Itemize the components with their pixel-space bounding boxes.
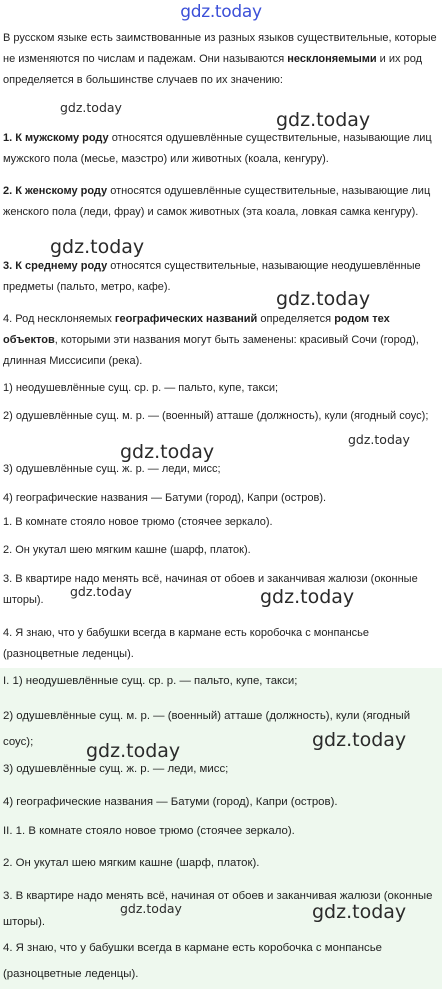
watermark: gdz.today <box>60 100 122 115</box>
example-line: 4) географические названия — Батуми (город), Капри (остров). <box>3 492 327 504</box>
rule-neuter-bold: 3. К среднему роду <box>3 260 108 272</box>
watermark: gdz.today <box>312 901 407 923</box>
watermark: gdz.today <box>312 729 407 751</box>
site-logo[interactable]: gdz.today <box>180 2 262 22</box>
rule-geo-text-2: определяется <box>257 313 335 325</box>
answer-line: 2) одушевлённые сущ. м. р. — (военный) атташе (должность), кули (ягодный соус); <box>3 710 411 748</box>
rule-neuter <box>3 256 439 298</box>
rule-neuter-text: относятся существительные, называющие неодушевлённые предметы (пальто, метро, кафе). <box>3 260 421 293</box>
example-line: 1. В комнате стояло новое трюмо (стоячее зеркало). <box>3 516 273 528</box>
example-line: 1) неодушевлённые сущ. ср. р. — пальто, купе, такси; <box>3 382 279 394</box>
watermark: gdz.today <box>70 584 132 599</box>
rule-masculine-text: относятся одушевлённые существительные, называющие лиц мужского пола (месье, маэстро) или животных (коала, кенгуру). <box>3 132 432 165</box>
rule-feminine-text: относятся одушевлённые существительные, называющие лиц женского пола (леди, фрау) и самок животных (эта коала, ловкая самка кенгуру). <box>3 185 431 218</box>
intro-paragraph <box>3 28 439 91</box>
answer-line: 4) географические названия — Батуми (город), Капри (остров). <box>3 796 338 808</box>
answer-line: 4. Я знаю, что у бабушки всегда в кармане есть коробочка с монпансье (разноцветные леденцы). <box>3 942 383 980</box>
rule-masculine-bold: 1. К мужскому роду <box>3 132 109 144</box>
answer-line: 3. В квартире надо менять всё, начиная от обоев и заканчивая жалюзи (оконные шторы). <box>3 890 433 928</box>
example-line: 4. Я знаю, что у бабушки всегда в кармане есть коробочка с монпансье (разноцветные леденцы). <box>3 627 370 660</box>
rule-geo-text-3: , которыми эти названия могут быть заменены: красивый Сочи (город), длинная Миссисипи (река). <box>3 334 419 367</box>
watermark: gdz.today <box>276 109 371 131</box>
answer-line: 3) одушевлённые сущ. ж. р. — леди, мисс; <box>3 763 229 775</box>
intro-bold: несклоняемыми <box>287 53 377 65</box>
watermark: gdz.today <box>348 432 410 447</box>
watermark: gdz.today <box>276 288 371 310</box>
watermark: gdz.today <box>260 586 355 608</box>
example-line: 2. Он укутал шею мягким кашне (шарф, платок). <box>3 544 251 556</box>
rule-feminine-bold: 2. К женскому роду <box>3 185 108 197</box>
answer-line: II. 1. В комнате стояло новое трюмо (стоячее зеркало). <box>3 825 295 837</box>
example-line: 3) одушевлённые сущ. ж. р. — леди, мисс; <box>3 463 221 475</box>
watermark: gdz.today <box>120 901 182 916</box>
watermark: gdz.today <box>120 441 215 463</box>
rule-geo-bold-2: родом тех объектов <box>3 313 390 346</box>
example-line: 3. В квартире надо менять всё, начиная от обоев и заканчивая жалюзи (оконные шторы). <box>3 573 418 606</box>
watermark: gdz.today <box>50 236 145 258</box>
rule-geo-text-1: 4. Род несклоняемых <box>3 313 115 325</box>
rule-geographic <box>3 309 439 372</box>
rule-masculine <box>3 128 439 170</box>
intro-text-1: В русском языке есть заимствованные из разных языков существительные, которые не изменяются по числам и падежам. Они называются <box>3 32 437 65</box>
answer-line: 2. Он укутал шею мягким кашне (шарф, платок). <box>3 857 260 869</box>
rule-geo-bold-1: географических названий <box>114 313 258 325</box>
example-line: 2) одушевлённые сущ. м. р. — (военный) атташе (должность), кули (ягодный соус); <box>3 410 429 422</box>
intro-text-2: и их род определяется в большинстве случаев по их значению: <box>3 53 422 86</box>
rule-feminine <box>3 181 439 223</box>
watermark: gdz.today <box>86 740 181 762</box>
answer-line: I. 1) неодушевлённые сущ. ср. р. — пальто, купе, такси; <box>3 675 298 687</box>
